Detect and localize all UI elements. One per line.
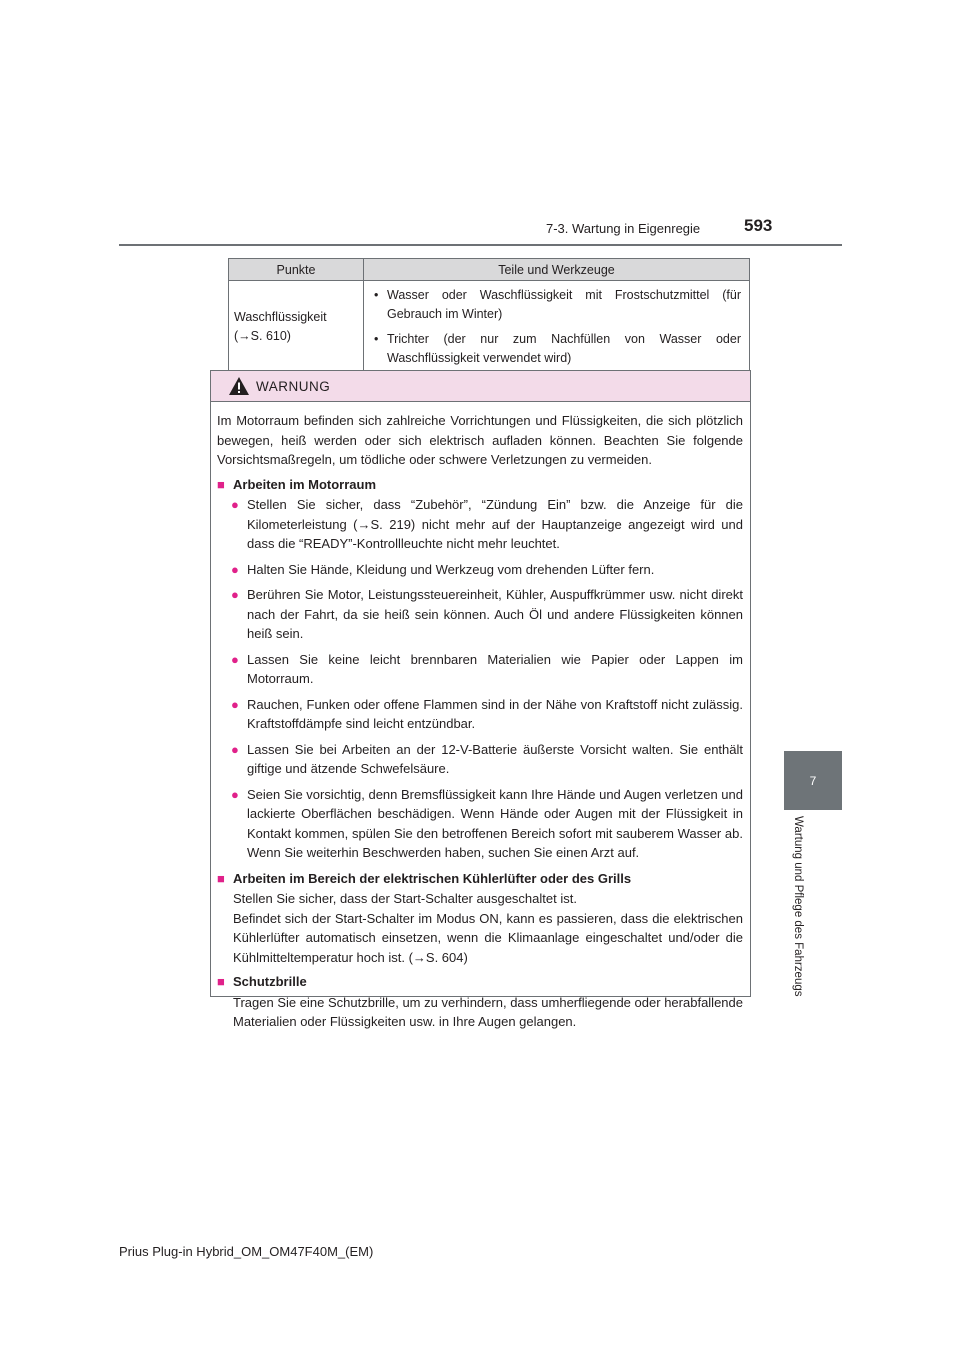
list-item <box>217 785 743 863</box>
warning-body <box>211 402 750 1032</box>
warning-triangle-icon <box>228 376 250 396</box>
section-heading-text: Arbeiten im Bereich der elektrischen Kühlerlüfter oder des Grills <box>233 870 632 886</box>
chapter-number: 7 <box>809 773 817 788</box>
circle-bullet-icon: ● <box>231 587 239 602</box>
list-item-text: Stellen Sie sicher, dass “Zubehör”, “Zündung Ein” bzw. die Anzeige für die Kilometerleistung (→S. 219) nicht mehr auf der Hauptanzeige angezeigt wird und dass die “READY”-Kontrollleuchte nicht mehr leuchtet. <box>247 497 743 551</box>
list-item <box>217 695 743 734</box>
bullet-icon: • <box>374 332 379 346</box>
header-section-title: 7-3. Wartung in Eigenregie <box>546 221 701 236</box>
section-text-line: Stellen Sie sicher, dass der Start-Schalter ausgeschaltet ist. <box>233 891 577 906</box>
section-heading <box>217 972 743 992</box>
warning-title: WARNUNG <box>256 378 331 394</box>
square-bullet-icon: ■ <box>217 870 225 886</box>
parts-table <box>228 258 750 373</box>
warning-header <box>211 371 750 402</box>
warning-box <box>210 370 751 1029</box>
list-item <box>374 330 741 368</box>
column-header-punkte: Punkte <box>229 259 364 281</box>
list-item <box>217 585 743 644</box>
list-item <box>217 495 743 554</box>
page-number: 593 <box>744 216 773 235</box>
list-item <box>374 286 741 324</box>
circle-bullet-icon: ● <box>231 497 239 512</box>
circle-bullet-icon: ● <box>231 561 239 577</box>
list-item-text: Lassen Sie keine leicht brennbaren Materialien wie Papier oder Lappen im Motorraum. <box>247 651 743 686</box>
row-page-reference: (→S. 610) <box>234 328 291 343</box>
section-text-line: Tragen Sie eine Schutzbrille, um zu verhindern, dass umherfliegende oder herabfallende Materialien oder Flüssigkeiten usw. in Ihre Augen gelangen. <box>233 994 743 1029</box>
column-header-teile: Teile und Werkzeuge <box>364 259 750 281</box>
list-item-text: Rauchen, Funken oder offene Flammen sind in der Nähe von Kraftstoff nicht zulässig. Kraftstoffdämpfe sind leicht entzündbar. <box>247 696 743 731</box>
list-item-text: Halten Sie Hände, Kleidung und Werkzeug vom drehenden Lüfter fern. <box>247 561 655 577</box>
square-bullet-icon: ■ <box>217 974 225 989</box>
table-header-row <box>229 259 750 281</box>
chapter-title: Wartung und Pflege des Fahrzeugs <box>792 816 804 997</box>
section-heading <box>217 475 743 495</box>
section-heading <box>217 869 743 889</box>
list-item-text: Lassen Sie bei Arbeiten an der 12-V-Batterie äußerste Vorsicht walten. Sie enthält giftige und ätzende Schwefelsäure. <box>247 741 743 776</box>
list-item <box>217 650 743 689</box>
circle-bullet-icon: ● <box>231 651 239 667</box>
list-item <box>217 560 743 580</box>
footer-document-id: Prius Plug-in Hybrid_OM_OM47F40M_(EM) <box>119 1244 374 1259</box>
row-label-cell <box>229 281 364 373</box>
circle-bullet-icon: ● <box>231 786 239 802</box>
list-item <box>217 740 743 779</box>
tool-text: Trichter (der nur zum Nachfüllen von Wasser oder Waschflüssigkeit verwendet wird) <box>387 332 741 365</box>
row-tools-cell <box>364 281 750 373</box>
square-bullet-icon: ■ <box>217 476 225 492</box>
bullet-icon: • <box>374 288 379 302</box>
list-item-text: Berühren Sie Motor, Leistungssteuereinheit, Kühler, Auspuffkrümmer usw. nicht direkt nach der Fahrt, da sie heiß sein können. Auch Öl und andere Flüssigkeiten können heiß sein. <box>247 587 743 641</box>
section-text-line: Befindet sich der Start-Schalter im Modus ON, kann es passieren, dass die elektrischen Kühlerlüfter automatisch einsetzen, wenn die Klimaanlage eingeschaltet und/oder die Kühlmitteltemperatur hoch ist. (→S. 604) <box>233 910 743 965</box>
list-item-text: Seien Sie vorsichtig, denn Bremsflüssigkeit kann Ihre Hände und Augen verletzen und lackierte Oberflächen beschädigen. Wenn Hände oder Augen mit der Flüssigkeit in Kontakt kommen, spülen Sie den betroffenen Bereich sofort mit sauberem Wasser ab. Wenn Sie weiterhin Beschwerden haben, suchen Sie einen Arzt auf. <box>247 786 743 860</box>
section-text <box>233 993 743 1032</box>
row-label: Waschflüssigkeit <box>234 309 327 324</box>
circle-bullet-icon: ● <box>231 741 239 757</box>
section-heading-text: Arbeiten im Motorraum <box>233 476 377 492</box>
circle-bullet-icon: ● <box>231 696 239 712</box>
section-heading-text: Schutzbrille <box>233 974 307 989</box>
tool-text: Wasser oder Waschflüssigkeit mit Frostschutzmittel (für Gebrauch im Winter) <box>387 288 741 321</box>
chapter-tab <box>784 751 842 810</box>
header-rule <box>119 244 842 246</box>
section-text <box>233 889 743 967</box>
table-row <box>229 281 750 373</box>
warning-intro: Im Motorraum befinden sich zahlreiche Vorrichtungen und Flüssigkeiten, die sich plötzlich bewegen, heiß werden oder sich elektrisch aufladen können. Beachten Sie folgende Vorsichtsmaßregeln, um tödliche oder schwere Verletzungen zu vermeiden. <box>217 413 743 467</box>
